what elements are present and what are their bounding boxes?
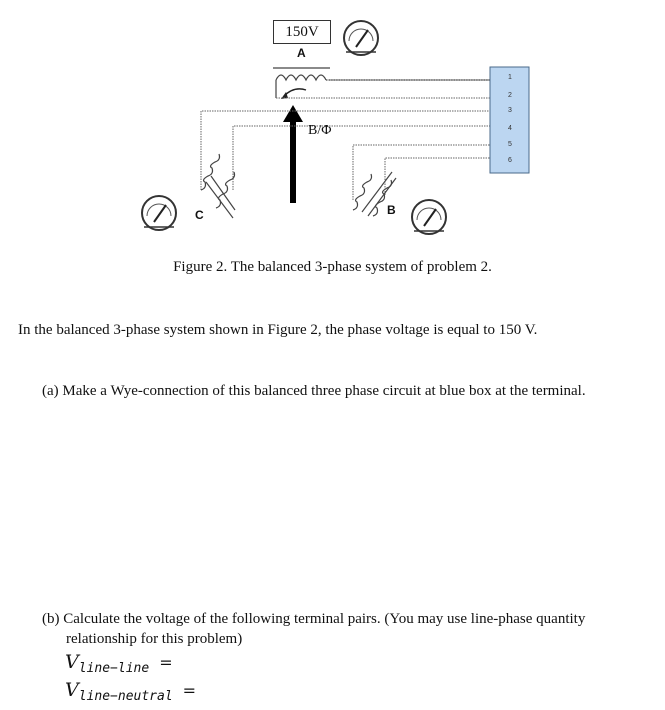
circuit-diagram bbox=[0, 0, 665, 250]
rotation-arrow bbox=[284, 89, 306, 96]
wires bbox=[201, 80, 490, 200]
terminal-2[interactable]: 2 bbox=[508, 92, 512, 99]
question-b-line2: relationship for this problem) bbox=[66, 631, 243, 647]
phase-a-label: A bbox=[297, 46, 306, 60]
meter-c bbox=[142, 196, 176, 230]
terminal-4[interactable]: 4 bbox=[508, 125, 512, 132]
phase-b-label: B bbox=[387, 203, 396, 217]
figure-caption: Figure 2. The balanced 3-phase system of problem 2. bbox=[173, 259, 492, 275]
coil-a bbox=[273, 68, 490, 98]
field-label: B/Φ bbox=[308, 123, 332, 138]
meter-a bbox=[344, 21, 378, 55]
coil-c bbox=[201, 154, 235, 218]
equation-line-neutral bbox=[65, 679, 196, 704]
terminal-3[interactable]: 3 bbox=[508, 107, 512, 114]
meter-b bbox=[412, 200, 446, 234]
field-arrow-head bbox=[283, 105, 303, 122]
eq1-equals: = bbox=[159, 653, 173, 672]
phase-c-label: C bbox=[195, 208, 204, 222]
question-b bbox=[42, 609, 642, 649]
equation-line-line bbox=[65, 651, 173, 676]
terminal-5[interactable]: 5 bbox=[508, 141, 512, 148]
eq1-subscript: line−line bbox=[78, 661, 150, 676]
question-b-line1: (b) Calculate the voltage of the following terminal pairs. (You may use line-phase quantity bbox=[42, 611, 586, 627]
eq1-symbol: V bbox=[65, 651, 79, 673]
problem-intro: In the balanced 3-phase system shown in Figure 2, the phase voltage is equal to 150 V. bbox=[18, 322, 538, 338]
voltage-label: 150V bbox=[273, 20, 331, 44]
terminal-1[interactable]: 1 bbox=[508, 74, 512, 81]
eq2-subscript: line−neutral bbox=[78, 689, 173, 704]
question-a: (a) Make a Wye-connection of this balanced three phase circuit at blue box at the terminal. bbox=[42, 383, 586, 399]
eq2-symbol: V bbox=[65, 679, 79, 701]
terminal-6[interactable]: 6 bbox=[508, 157, 512, 164]
circuit-drawing bbox=[0, 0, 665, 250]
field-arrow-shaft bbox=[290, 120, 296, 203]
eq2-equals: = bbox=[182, 681, 197, 700]
